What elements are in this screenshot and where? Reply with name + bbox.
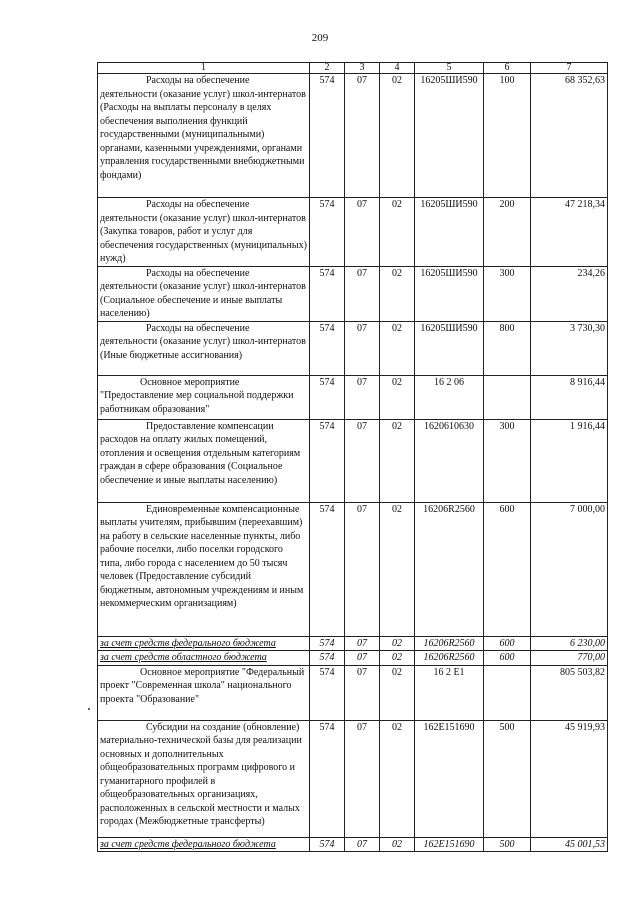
table-row	[98, 502, 608, 636]
cell-target-article: 16206R2560	[415, 651, 484, 666]
cell-section: 07	[345, 720, 380, 837]
row-description: за счет средств федерального бюджета	[98, 837, 310, 852]
cell-expense-type: 500	[484, 837, 531, 852]
cell-amount: 805 503,82	[531, 665, 608, 720]
cell-amount: 770,00	[531, 651, 608, 666]
cell-section: 07	[345, 651, 380, 666]
scan-dot	[88, 708, 90, 710]
cell-expense-type: 100	[484, 74, 531, 198]
cell-amount: 8 916,44	[531, 375, 608, 419]
cell-subsection: 02	[380, 375, 415, 419]
cell-ministry-code: 574	[310, 665, 345, 720]
cell-amount: 1 916,44	[531, 419, 608, 502]
cell-subsection: 02	[380, 665, 415, 720]
cell-amount: 47 218,34	[531, 198, 608, 267]
cell-amount: 45 001,53	[531, 837, 608, 852]
cell-subsection: 02	[380, 720, 415, 837]
column-number: 6	[484, 63, 531, 74]
row-description: Основное мероприятие "Предоставление мер социальной поддержки работникам образования"	[98, 375, 310, 419]
cell-section: 07	[345, 375, 380, 419]
row-description: Расходы на обеспечение деятельности (оказание услуг) школ-интернатов (Социальное обеспечение и иные выплаты населению)	[98, 266, 310, 321]
table-row	[98, 837, 608, 852]
column-number: 4	[380, 63, 415, 74]
cell-section: 07	[345, 502, 380, 636]
cell-subsection: 02	[380, 837, 415, 852]
cell-section: 07	[345, 636, 380, 651]
cell-amount: 7 000,00	[531, 502, 608, 636]
column-number: 7	[531, 63, 608, 74]
cell-subsection: 02	[380, 198, 415, 267]
cell-expense-type: 800	[484, 321, 531, 375]
cell-subsection: 02	[380, 321, 415, 375]
cell-subsection: 02	[380, 502, 415, 636]
cell-target-article: 162E151690	[415, 837, 484, 852]
column-number: 1	[98, 63, 310, 74]
cell-expense-type: 300	[484, 419, 531, 502]
cell-target-article: 16206R2560	[415, 502, 484, 636]
cell-expense-type: 200	[484, 198, 531, 267]
row-description: Субсидии на создание (обновление) материально-технической базы для реализации основных и дополнительных общеобразовательных программ цифрового и гуманитарного профилей в общеобразовательных организациях, расположенных в сельской местности и малых городах (Межбюджетные трансферты)	[98, 720, 310, 837]
budget-table	[97, 62, 608, 852]
cell-amount: 68 352,63	[531, 74, 608, 198]
cell-subsection: 02	[380, 266, 415, 321]
row-description: Расходы на обеспечение деятельности (оказание услуг) школ-интернатов (Расходы на выплаты персоналу в целях обеспечения выполнения функций государственными (муниципальными) органами, казенными учреждениями, органами управления государственными внебюджетными фондами)	[98, 74, 310, 198]
cell-ministry-code: 574	[310, 502, 345, 636]
table-row	[98, 665, 608, 720]
cell-ministry-code: 574	[310, 321, 345, 375]
cell-expense-type	[484, 665, 531, 720]
column-number: 3	[345, 63, 380, 74]
cell-expense-type: 600	[484, 636, 531, 651]
column-number: 2	[310, 63, 345, 74]
page-number: 209	[311, 32, 329, 44]
cell-target-article: 16206R2560	[415, 636, 484, 651]
cell-ministry-code: 574	[310, 419, 345, 502]
cell-expense-type: 500	[484, 720, 531, 837]
cell-subsection: 02	[380, 636, 415, 651]
table-row	[98, 321, 608, 375]
cell-expense-type: 600	[484, 651, 531, 666]
table-row	[98, 266, 608, 321]
cell-subsection: 02	[380, 419, 415, 502]
table-row	[98, 651, 608, 666]
cell-target-article: 1620610630	[415, 419, 484, 502]
cell-target-article: 16205ШИ590	[415, 266, 484, 321]
cell-expense-type: 300	[484, 266, 531, 321]
cell-ministry-code: 574	[310, 720, 345, 837]
cell-section: 07	[345, 419, 380, 502]
cell-section: 07	[345, 266, 380, 321]
cell-target-article: 16 2 06	[415, 375, 484, 419]
cell-ministry-code: 574	[310, 837, 345, 852]
cell-target-article: 16205ШИ590	[415, 321, 484, 375]
cell-ministry-code: 574	[310, 375, 345, 419]
table-row	[98, 636, 608, 651]
cell-subsection: 02	[380, 651, 415, 666]
cell-amount: 6 230,00	[531, 636, 608, 651]
cell-expense-type: 600	[484, 502, 531, 636]
row-description: за счет средств федерального бюджета	[98, 636, 310, 651]
cell-section: 07	[345, 321, 380, 375]
table-row	[98, 74, 608, 198]
cell-amount: 234,26	[531, 266, 608, 321]
cell-target-article: 162E151690	[415, 720, 484, 837]
cell-section: 07	[345, 837, 380, 852]
cell-amount: 3 730,30	[531, 321, 608, 375]
table-row	[98, 419, 608, 502]
cell-ministry-code: 574	[310, 651, 345, 666]
column-number-row	[98, 63, 608, 74]
table-row	[98, 375, 608, 419]
cell-target-article: 16 2 E1	[415, 665, 484, 720]
cell-target-article: 16205ШИ590	[415, 74, 484, 198]
table-row	[98, 720, 608, 837]
cell-section: 07	[345, 665, 380, 720]
cell-ministry-code: 574	[310, 74, 345, 198]
row-description: Основное мероприятие "Федеральный проект "Современная школа" национального проекта "Образование"	[98, 665, 310, 720]
cell-subsection: 02	[380, 74, 415, 198]
row-description: за счет средств областного бюджета	[98, 651, 310, 666]
cell-target-article: 16205ШИ590	[415, 198, 484, 267]
cell-ministry-code: 574	[310, 198, 345, 267]
row-description: Расходы на обеспечение деятельности (оказание услуг) школ-интернатов (Иные бюджетные ассигнования)	[98, 321, 310, 375]
cell-section: 07	[345, 198, 380, 267]
table-row	[98, 198, 608, 267]
cell-amount: 45 919,93	[531, 720, 608, 837]
row-description: Предоставление компенсации расходов на оплату жилых помещений, отопления и освещения отдельным категориям граждан в сфере образования (Социальное обеспечение и иные выплаты населению)	[98, 419, 310, 502]
cell-ministry-code: 574	[310, 636, 345, 651]
row-description: Расходы на обеспечение деятельности (оказание услуг) школ-интернатов (Закупка товаров, работ и услуг для обеспечения государственных (муниципальных) нужд)	[98, 198, 310, 267]
row-description: Единовременные компенсационные выплаты учителям, прибывшим (переехавшим) на работу в сельские населенные пункты, либо рабочие поселки, либо поселки городского типа, либо города с населением до 50 тысяч человек (Предоставление субсидий бюджетным, автономным учреждениям и иным некоммерческим организациям)	[98, 502, 310, 636]
cell-expense-type	[484, 375, 531, 419]
cell-ministry-code: 574	[310, 266, 345, 321]
cell-section: 07	[345, 74, 380, 198]
column-number: 5	[415, 63, 484, 74]
